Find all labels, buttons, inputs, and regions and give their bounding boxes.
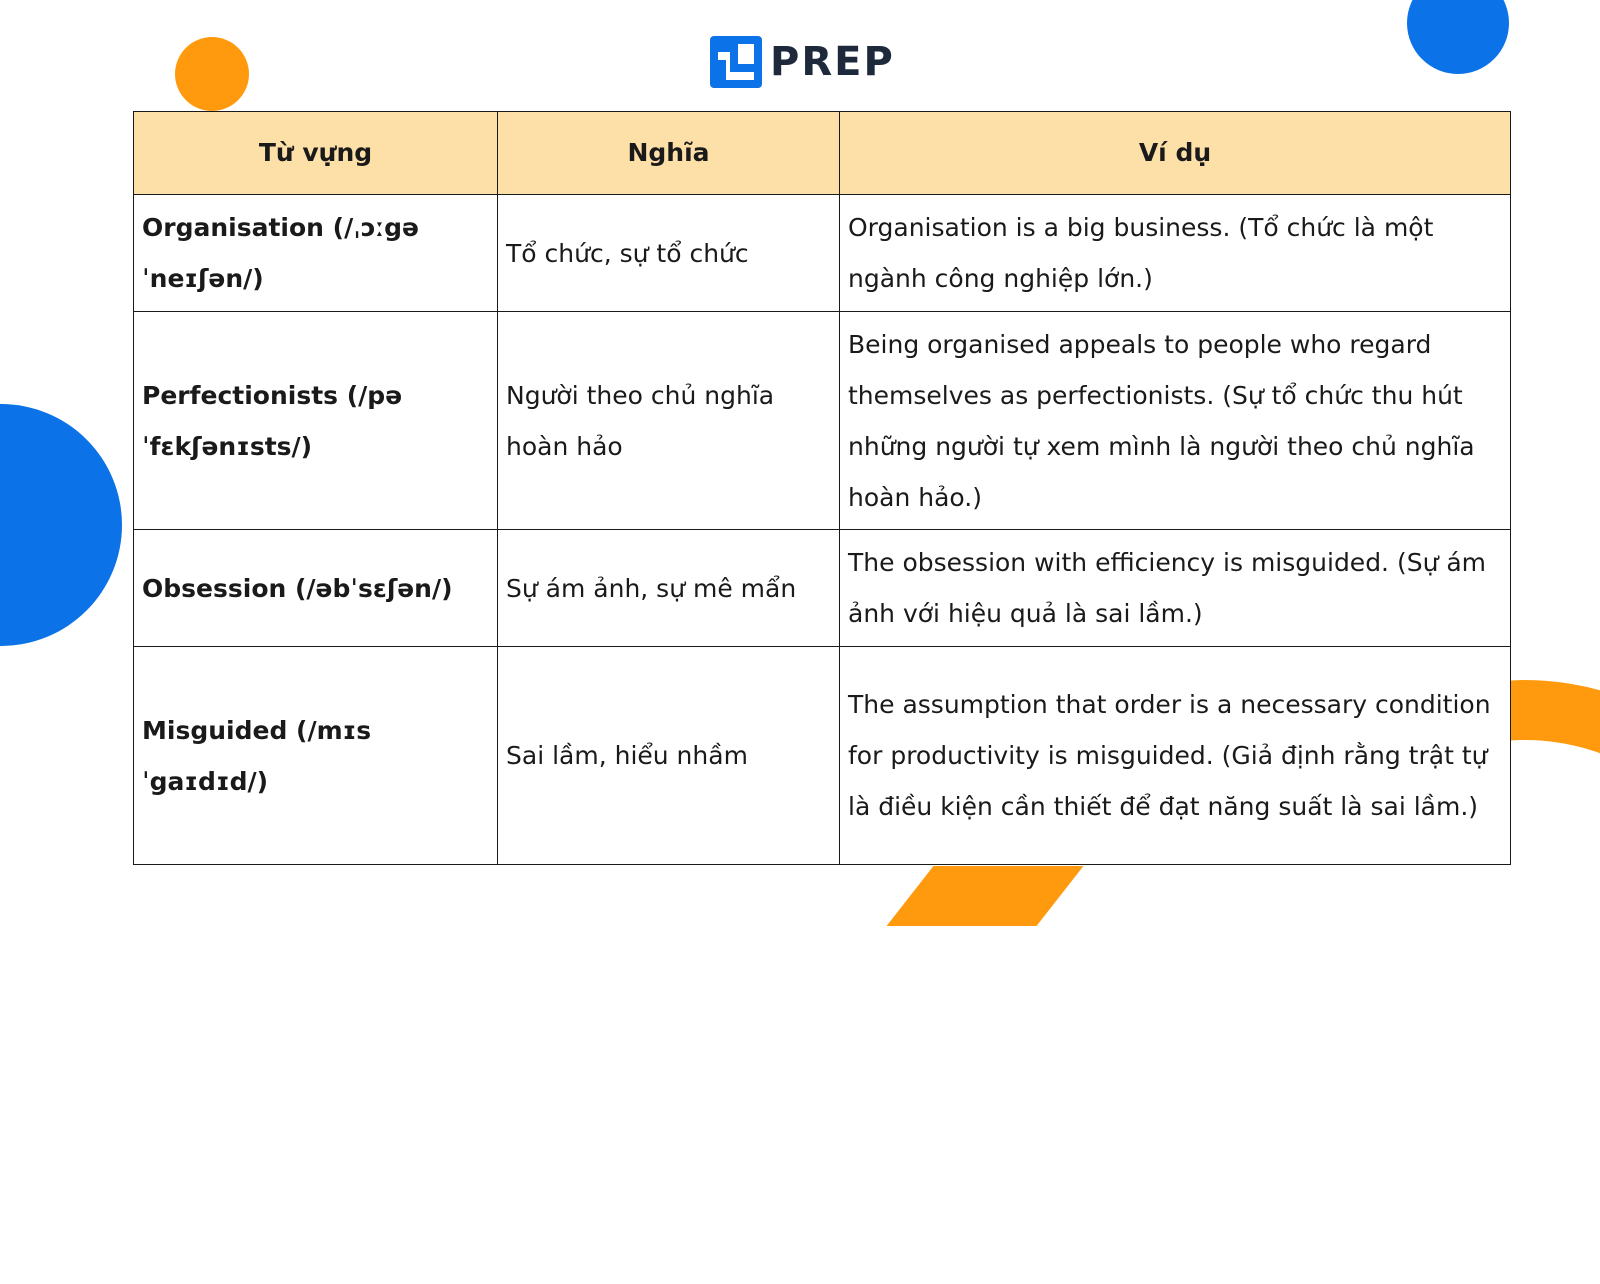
table-header-row bbox=[134, 112, 1511, 195]
example-cell: Being organised appeals to people who regard themselves as perfectionists. (Sự tổ chức thu hút những người tự xem mình là người theo chủ nghĩa hoàn hảo.) bbox=[840, 312, 1511, 530]
prep-logo-icon bbox=[710, 36, 762, 88]
table-row bbox=[134, 530, 1511, 647]
term-cell: Perfectionists (/pə ˈfɛkʃənɪsts/) bbox=[134, 312, 498, 530]
decorative-orange-circle bbox=[175, 37, 249, 111]
table-row bbox=[134, 647, 1511, 865]
meaning-cell: Sự ám ảnh, sự mê mẩn bbox=[498, 530, 840, 647]
term-cell: Misguided (/mɪsˈgaɪdɪd/) bbox=[134, 647, 498, 865]
term-cell: Organisation (/ˌɔːgə ˈneɪʃən/) bbox=[134, 195, 498, 312]
example-cell: Organisation is a big business. (Tổ chức là một ngành công nghiệp lớn.) bbox=[840, 195, 1511, 312]
header-example: Ví dụ bbox=[840, 112, 1511, 195]
decorative-blue-circle-top bbox=[1407, 0, 1509, 74]
brand-name: PREP bbox=[770, 39, 895, 85]
meaning-cell: Tổ chức, sự tổ chức bbox=[498, 195, 840, 312]
table-row bbox=[134, 312, 1511, 530]
decorative-blue-half-circle bbox=[0, 404, 122, 646]
table-row bbox=[134, 195, 1511, 312]
term-cell: Obsession (/əbˈsɛʃən/) bbox=[134, 530, 498, 647]
vocabulary-table bbox=[133, 111, 1511, 865]
meaning-cell: Người theo chủ nghĩa hoàn hảo bbox=[498, 312, 840, 530]
header-term: Từ vựng bbox=[134, 112, 498, 195]
header-meaning: Nghĩa bbox=[498, 112, 840, 195]
example-cell: The obsession with efficiency is misguided. (Sự ám ảnh với hiệu quả là sai lầm.) bbox=[840, 530, 1511, 647]
example-cell: The assumption that order is a necessary condition for productivity is misguided. (Giả định rằng trật tự là điều kiện cần thiết để đạt năng suất là sai lầm.) bbox=[840, 647, 1511, 865]
prep-logo bbox=[710, 36, 895, 88]
meaning-cell: Sai lầm, hiểu nhầm bbox=[498, 647, 840, 865]
decorative-orange-stripe bbox=[887, 866, 1084, 926]
